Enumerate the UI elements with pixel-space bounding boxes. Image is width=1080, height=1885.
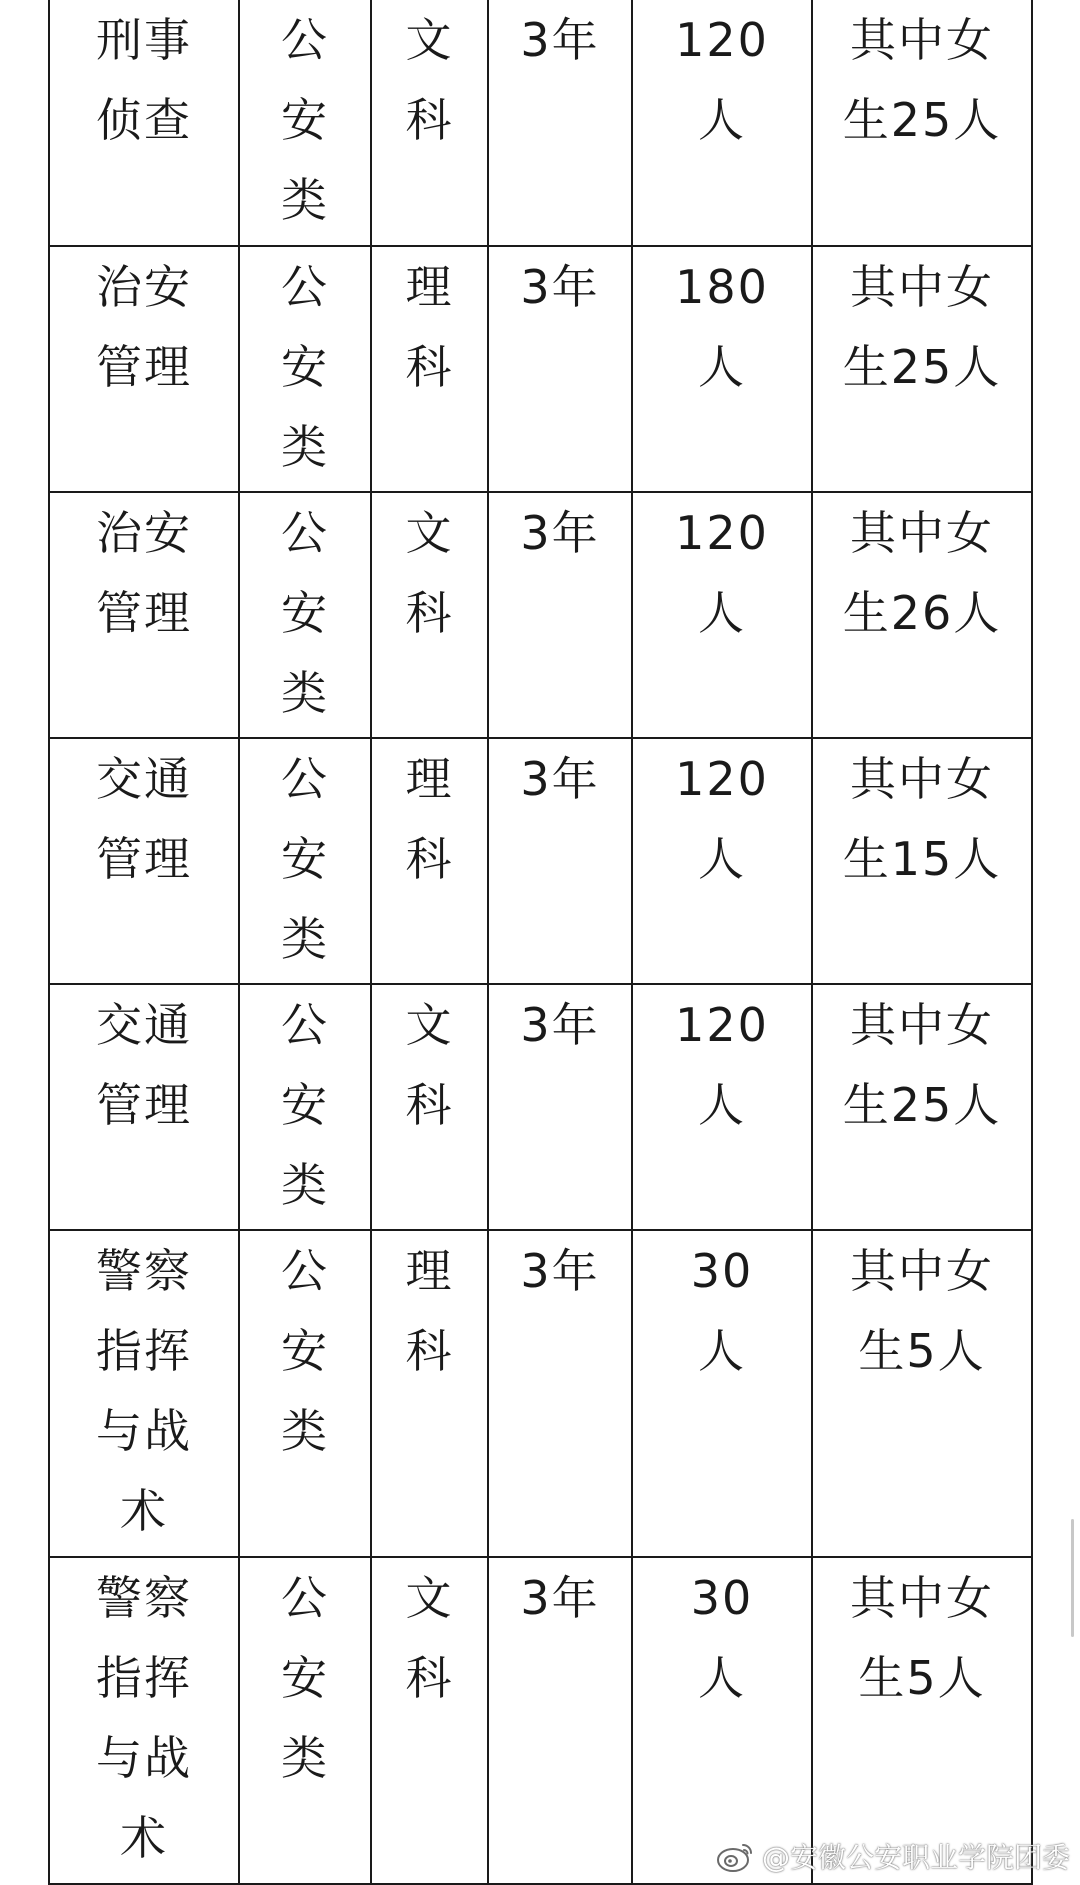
watermark-text: @安徽公安职业学院团委 (761, 1841, 1070, 1874)
watermark (716, 1836, 1070, 1876)
subject-cell: 文科 (371, 0, 488, 246)
years-cell: 3年 (488, 984, 632, 1230)
subject-cell: 文科 (371, 492, 488, 738)
plan-cell: 30人 (632, 1557, 812, 1884)
major-cell: 治安管理 (49, 492, 239, 738)
note-cell: 其中女生26人 (812, 492, 1032, 738)
major-cell: 交通管理 (49, 738, 239, 984)
note-cell: 其中女生5人 (812, 1557, 1032, 1884)
plan-cell: 180人 (632, 246, 812, 492)
note-cell: 其中女生15人 (812, 738, 1032, 984)
years-cell: 3年 (488, 492, 632, 738)
scrollbar[interactable] (1064, 0, 1080, 1884)
years-cell: 3年 (488, 738, 632, 984)
years-cell: 3年 (488, 246, 632, 492)
table-row (49, 246, 1032, 492)
years-cell: 3年 (488, 0, 632, 246)
plan-cell: 120人 (632, 0, 812, 246)
table-row (49, 1557, 1032, 1884)
note-cell: 其中女生5人 (812, 1230, 1032, 1557)
category-cell: 公安类 (239, 738, 371, 984)
enrollment-table (48, 0, 1033, 1885)
subject-cell: 理科 (371, 246, 488, 492)
table-row (49, 1230, 1032, 1557)
category-cell: 公安类 (239, 246, 371, 492)
category-cell: 公安类 (239, 0, 371, 246)
table-row (49, 492, 1032, 738)
major-cell: 交通管理 (49, 984, 239, 1230)
plan-cell: 120人 (632, 984, 812, 1230)
scrollbar-thumb[interactable] (1071, 1519, 1074, 1637)
category-cell: 公安类 (239, 492, 371, 738)
subject-cell: 理科 (371, 1230, 488, 1557)
note-cell: 其中女生25人 (812, 246, 1032, 492)
major-cell: 警察指挥与战术 (49, 1230, 239, 1557)
weibo-icon (716, 1839, 756, 1873)
note-cell: 其中女生25人 (812, 0, 1032, 246)
years-cell: 3年 (488, 1557, 632, 1884)
table-row (49, 0, 1032, 246)
category-cell: 公安类 (239, 1230, 371, 1557)
plan-cell: 120人 (632, 492, 812, 738)
major-cell: 警察指挥与战术 (49, 1557, 239, 1884)
note-cell: 其中女生25人 (812, 984, 1032, 1230)
table-row (49, 984, 1032, 1230)
category-cell: 公安类 (239, 1557, 371, 1884)
category-cell: 公安类 (239, 984, 371, 1230)
subject-cell: 文科 (371, 1557, 488, 1884)
subject-cell: 文科 (371, 984, 488, 1230)
table-row (49, 738, 1032, 984)
plan-cell: 120人 (632, 738, 812, 984)
subject-cell: 理科 (371, 738, 488, 984)
major-cell: 刑事侦查 (49, 0, 239, 246)
plan-cell: 30人 (632, 1230, 812, 1557)
years-cell: 3年 (488, 1230, 632, 1557)
major-cell: 治安管理 (49, 246, 239, 492)
